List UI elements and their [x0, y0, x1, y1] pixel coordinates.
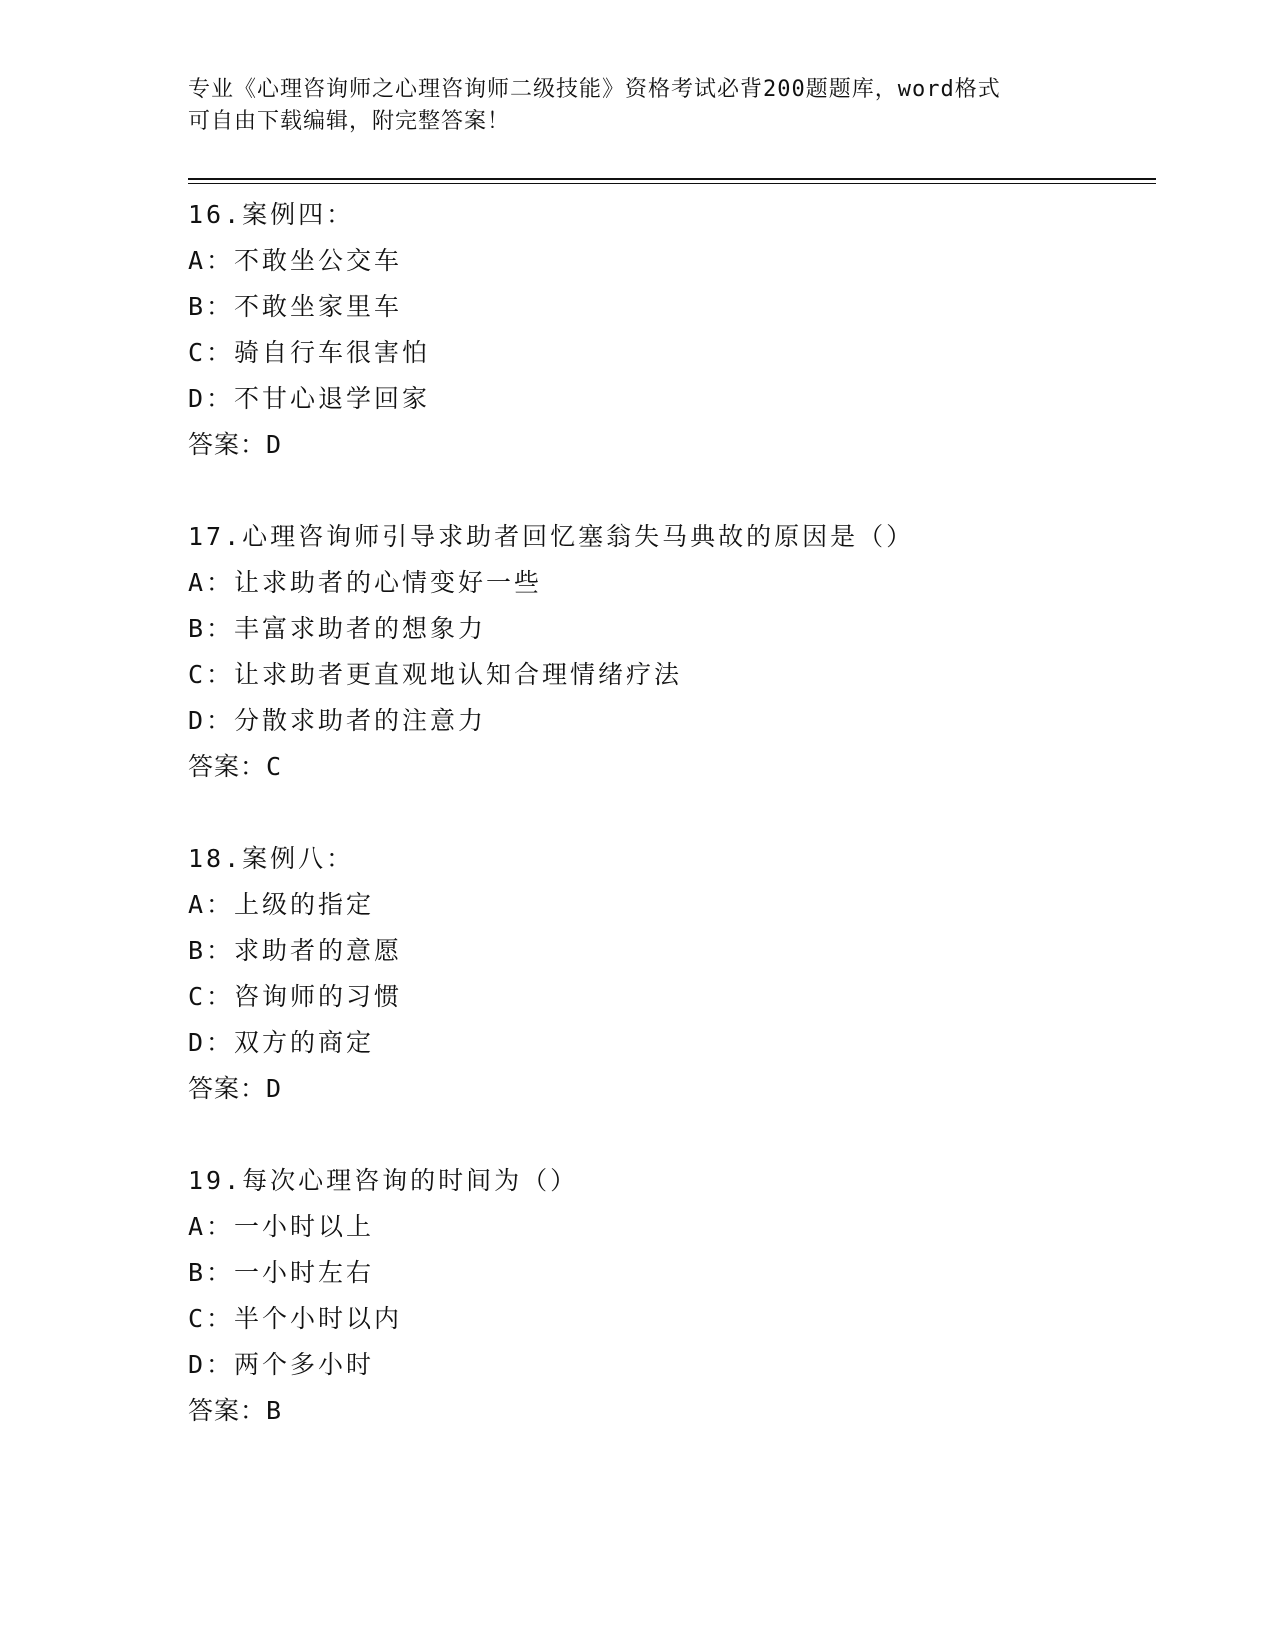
- question-stem: 16.案例四：: [188, 200, 355, 229]
- option-d: D：双方的商定: [188, 1028, 375, 1057]
- question-item: [188, 514, 1148, 790]
- option-d: D：两个多小时: [188, 1350, 375, 1379]
- option-c: C：咨询师的习惯: [188, 982, 403, 1011]
- option-c: C：半个小时以内: [188, 1304, 403, 1333]
- option-a: A：一小时以上: [188, 1212, 375, 1241]
- option-a: A：不敢坐公交车: [188, 246, 403, 275]
- question-stem: 18.案例八：: [188, 844, 355, 873]
- option-b: B：不敢坐家里车: [188, 292, 403, 321]
- option-d: D：分散求助者的注意力: [188, 706, 487, 735]
- header-line-1: 专业《心理咨询师之心理咨询师二级技能》资格考试必背200题题库，word格式: [188, 77, 1001, 102]
- answer-line: 答案：D: [188, 430, 283, 459]
- option-b: B：一小时左右: [188, 1258, 375, 1287]
- option-a: A：上级的指定: [188, 890, 375, 919]
- header-divider-thick: [188, 178, 1156, 180]
- answer-line: 答案：D: [188, 1074, 283, 1103]
- option-c: C：让求助者更直观地认知合理情绪疗法: [188, 660, 683, 689]
- question-item: [188, 836, 1148, 1112]
- question-item: [188, 192, 1148, 468]
- question-list: [188, 192, 1148, 1480]
- header-line-2: 可自由下载编辑，附完整答案！: [188, 109, 511, 134]
- option-a: A：让求助者的心情变好一些: [188, 568, 543, 597]
- option-c: C：骑自行车很害怕: [188, 338, 431, 367]
- answer-line: 答案：C: [188, 752, 283, 781]
- question-stem: 17.心理咨询师引导求助者回忆塞翁失马典故的原因是（）: [188, 522, 915, 551]
- answer-line: 答案：B: [188, 1396, 283, 1425]
- document-header: [188, 74, 1088, 138]
- option-b: B：求助者的意愿: [188, 936, 403, 965]
- header-divider-thin: [188, 183, 1156, 184]
- question-item: [188, 1158, 1148, 1434]
- option-b: B：丰富求助者的想象力: [188, 614, 487, 643]
- question-stem: 19.每次心理咨询的时间为（）: [188, 1166, 579, 1195]
- option-d: D：不甘心退学回家: [188, 384, 431, 413]
